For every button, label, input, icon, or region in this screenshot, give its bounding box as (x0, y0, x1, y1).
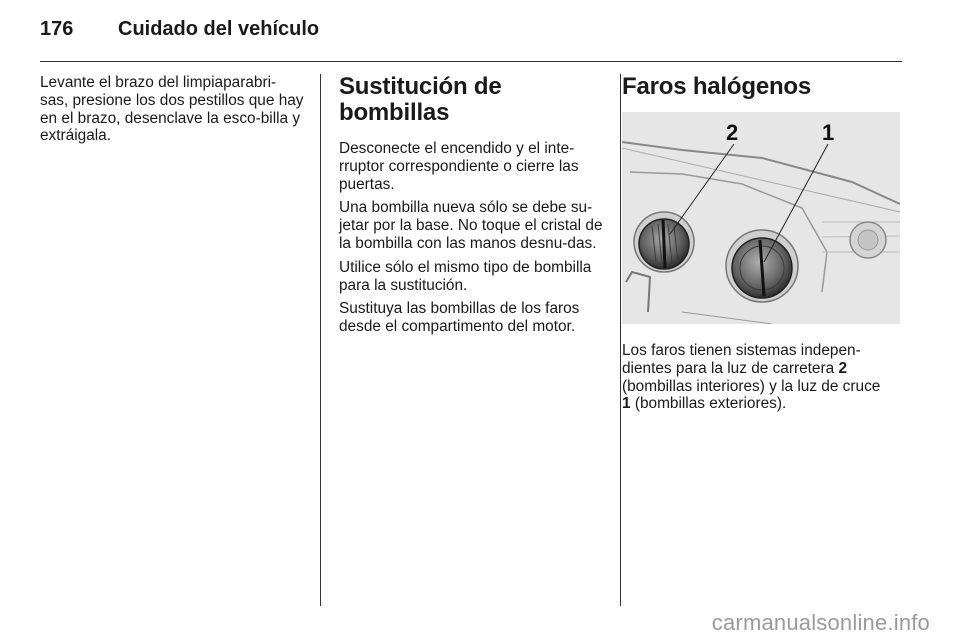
headlight-figure (622, 112, 900, 324)
page-header (40, 18, 319, 48)
headlight-illustration (622, 112, 900, 324)
column-1 (40, 74, 304, 151)
column-2 (339, 74, 603, 342)
caption-ref-1: 1 (622, 395, 631, 413)
callout-label-1: 1 (822, 120, 835, 145)
high-beam-cap-grip (663, 220, 665, 268)
wiper-paragraph: Levante el brazo del limpiaparabri-sas, presione los dos pestillos que hay en el brazo, desenclave la esco-billa y extráigala. (40, 74, 304, 145)
side-ring-inner (858, 230, 878, 250)
paragraph-same-type: Utilice sólo el mismo tipo de bombilla para la sustitución. (339, 258, 592, 294)
bulb-replacement-heading: Sustitución de bombillas (339, 73, 502, 126)
column-3 (622, 74, 886, 419)
header-rule (40, 61, 902, 62)
paragraph-hold-base: Una bombilla nueva sólo se debe su-jetar por la base. No toque el cristal de la bombilla con las manos desnu-das. (339, 199, 603, 252)
caption-text-1: Los faros tienen sistemas indepen-dientes para la luz de carretera (622, 342, 861, 377)
callout-label-2: 2 (726, 120, 739, 145)
paragraph-ignition: Desconecte el encendido y el inte-rruptor correspondiente o cierre las puertas. (339, 140, 579, 193)
paragraph-engine-compartment: Sustituya las bombillas de los faros desde el compartimento del motor. (339, 300, 580, 336)
caption-text-3: (bombillas exteriores). (630, 395, 787, 413)
halogen-headlights-heading: Faros halógenos (622, 73, 812, 100)
caption-ref-2: 2 (838, 359, 848, 377)
page-number: 176 (40, 18, 74, 40)
section-title: Cuidado del vehículo (118, 18, 320, 40)
column-divider-2 (620, 74, 621, 606)
column-divider-1 (320, 74, 321, 606)
headlight-caption (622, 342, 892, 413)
watermark: carmanualsonline.info (711, 610, 930, 635)
caption-text-2: (bombillas interiores) y la luz de cruce (622, 377, 881, 395)
